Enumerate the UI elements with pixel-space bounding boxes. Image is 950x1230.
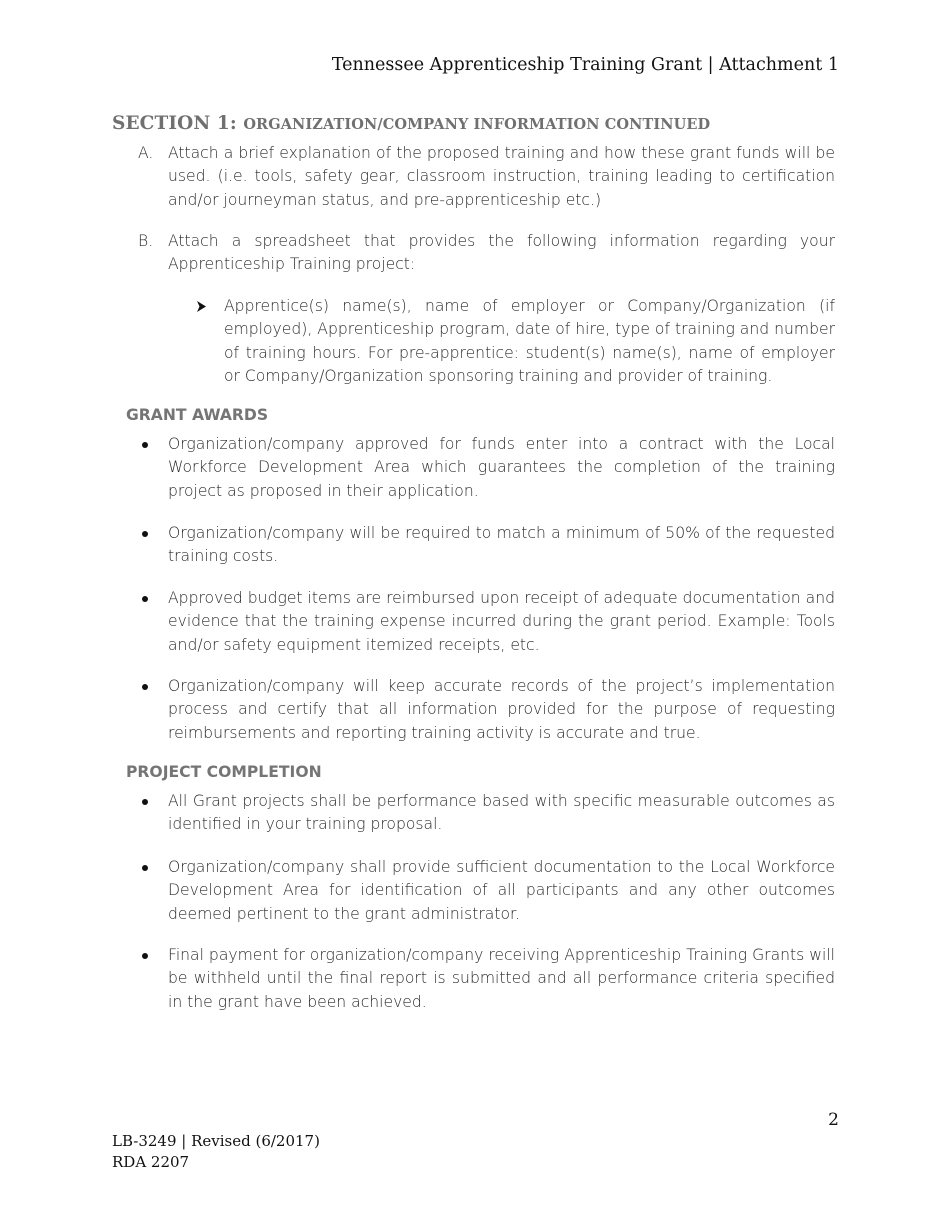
footer-form-number: LB-3249 | Revised (6/2017) <box>112 1132 320 1150</box>
grant-awards-item: Organization/company approved for funds enter into a contract with the Local Workforce Development Area which guarantees the completion of the training project as proposed in their application. <box>168 435 835 500</box>
item-b-sub-text: Apprentice(s) name(s), name of employer or Company/Organization (if employed), Apprenticeship program, date of hire, type of training and number of training hours. For pre-apprentice: student(s) name(s), name of employer or Company/Organization sponsoring training and provider of training. <box>224 297 835 385</box>
grant-awards-item: Organization/company will keep accurate records of the project’s implementation process and certify that all information provided for the purpose of requesting reimbursements and reporting training activity is accurate and true. <box>168 677 835 742</box>
grant-awards-item: Organization/company will be required to match a minimum of 50% of the requested training costs. <box>168 524 835 566</box>
section-title-text: ORGANIZATION/COMPANY INFORMATION CONTINUED <box>243 116 711 133</box>
bullet-icon <box>142 953 148 959</box>
page-number: 2 <box>828 1110 839 1130</box>
section-title <box>112 113 710 134</box>
bullet-icon <box>142 865 148 871</box>
footer-rda-number: RDA 2207 <box>112 1153 190 1171</box>
page-header: Tennessee Apprenticeship Training Grant | Attachment 1 <box>331 55 839 75</box>
project-completion-item: Organization/company shall provide sufficient documentation to the Local Workforce Development Area for identification of all participants and any other outcomes deemed pertinent to the grant administrator. <box>168 858 835 923</box>
grant-awards-heading: GRANT AWARDS <box>126 406 269 424</box>
grant-awards-item: Approved budget items are reimbursed upon receipt of adequate documentation and evidence that the training expense incurred during the grant period. Example: Tools and/or safety equipment itemized receipts, etc. <box>168 589 835 654</box>
item-b-text: Attach a spreadsheet that provides the following information regarding your Apprenticeship Training project: <box>168 232 835 274</box>
bullet-icon <box>142 596 148 602</box>
bullet-icon <box>142 684 148 690</box>
bullet-icon <box>142 442 148 448</box>
section-title-prefix: SECTION 1: <box>112 113 244 134</box>
bullet-icon <box>142 799 148 805</box>
page-footer <box>112 1131 320 1173</box>
project-completion-item: All Grant projects shall be performance based with specific measurable outcomes as identified in your training proposal. <box>168 792 835 834</box>
item-marker-b: B. <box>138 232 154 250</box>
item-marker-a: A. <box>138 144 154 162</box>
project-completion-item: Final payment for organization/company receiving Apprenticeship Training Grants will be withheld until the final report is submitted and all performance criteria specified in the grant have been achieved. <box>168 946 835 1011</box>
bullet-icon <box>142 531 148 537</box>
arrowhead-bullet-icon <box>195 295 209 318</box>
item-a-text: Attach a brief explanation of the proposed training and how these grant funds will be used. (i.e. tools, safety gear, classroom instruction, training leading to certification and/or journeyman status, and pre-apprenticeship etc.) <box>168 144 835 209</box>
project-completion-heading: PROJECT COMPLETION <box>126 763 322 781</box>
